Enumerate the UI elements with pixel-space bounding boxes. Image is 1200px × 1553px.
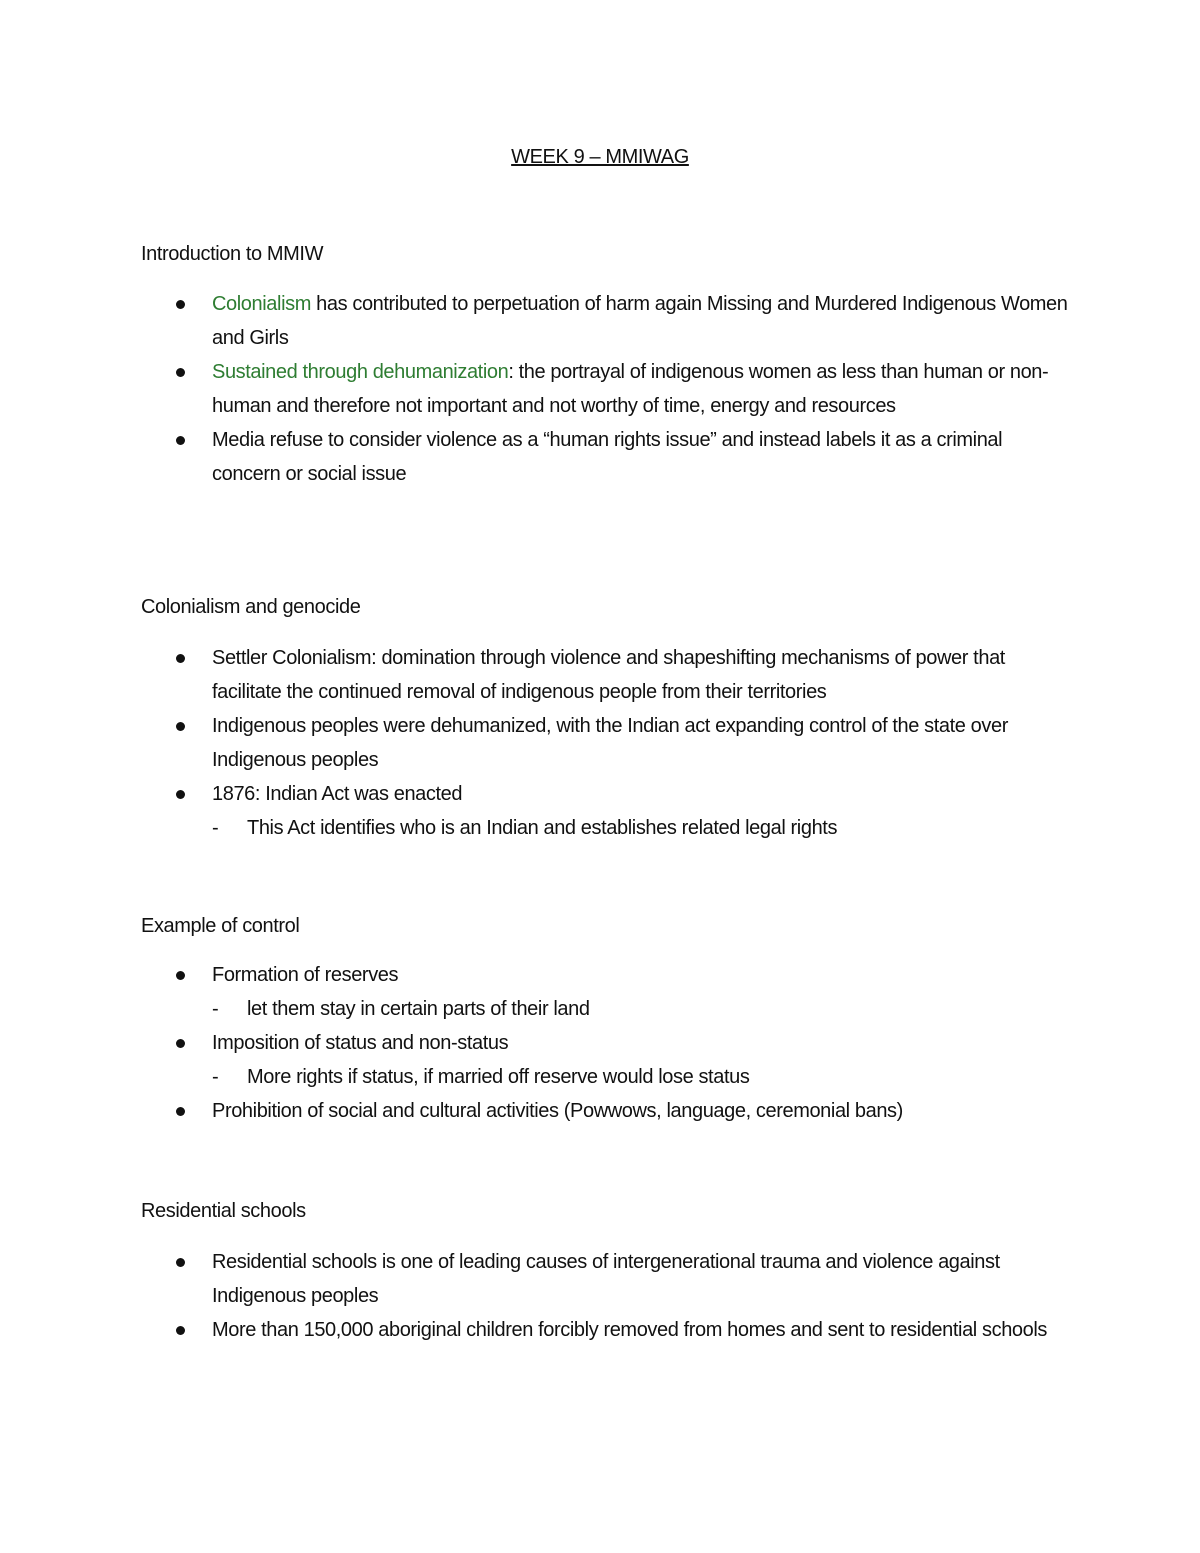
list-item <box>0 958 1072 992</box>
item-text: : the portrayal of indigenous women as less than human or non-human and therefore not important and not worthy of time, energy and resources <box>212 361 1049 417</box>
sub-list-item <box>0 1060 1200 1094</box>
sub-list-item <box>0 992 1200 1026</box>
item-text: Indigenous peoples were dehumanized, with the Indian act expanding control of the state over Indigenous peoples <box>212 715 1008 771</box>
section-heading: Introduction to MMIW <box>141 243 324 265</box>
bullet-list <box>0 1245 1200 1347</box>
highlight-term: Sustained through dehumanization <box>212 361 509 383</box>
dash-marker: - <box>212 998 219 1020</box>
sub-item-text: This Act identifies who is an Indian and establishes related legal rights <box>247 817 838 839</box>
item-text: Imposition of status and non-status <box>212 1032 509 1054</box>
item-text: Settler Colonialism: domination through violence and shapeshifting mechanisms of power that facilitate the continued removal of indigenous people from their territories <box>212 647 1005 703</box>
list-item <box>0 777 1072 811</box>
item-text: 1876: Indian Act was enacted <box>212 783 463 805</box>
bullet-icon <box>176 654 185 663</box>
sub-list-item <box>0 811 1200 845</box>
bullet-icon <box>176 436 185 445</box>
bullet-icon <box>176 1107 185 1116</box>
item-text: Media refuse to consider violence as a “human rights issue” and instead labels it as a criminal concern or social issue <box>212 429 1003 485</box>
list-item <box>0 1313 1072 1347</box>
list-item <box>0 355 1072 423</box>
item-text: More than 150,000 aboriginal children forcibly removed from homes and sent to residential schools <box>212 1319 1048 1341</box>
sub-item-text: let them stay in certain parts of their land <box>247 998 590 1020</box>
list-item <box>0 641 1072 709</box>
bullet-icon <box>176 722 185 731</box>
list-item <box>0 709 1092 777</box>
list-item <box>0 1245 1072 1313</box>
sub-item-text: More rights if status, if married off reserve would lose status <box>247 1066 750 1088</box>
bullet-list <box>0 958 1200 1128</box>
bullet-list <box>0 287 1200 491</box>
section-heading: Colonialism and genocide <box>141 596 361 618</box>
section-heading: Residential schools <box>141 1200 306 1222</box>
highlight-term: Colonialism <box>212 293 311 315</box>
section-heading: Example of control <box>141 915 300 937</box>
list-item <box>0 1094 1072 1128</box>
bullet-icon <box>176 1326 185 1335</box>
dash-marker: - <box>212 1066 219 1088</box>
bullet-icon <box>176 368 185 377</box>
list-item <box>0 1026 1072 1060</box>
list-item <box>0 423 1072 491</box>
dash-marker: - <box>212 817 219 839</box>
item-text: Residential schools is one of leading causes of intergenerational trauma and violence against Indigenous peoples <box>212 1251 1000 1307</box>
item-text: Formation of reserves <box>212 964 399 986</box>
item-text: Prohibition of social and cultural activities (Powwows, language, ceremonial bans) <box>212 1100 903 1122</box>
bullet-icon <box>176 300 185 309</box>
item-text: has contributed to perpetuation of harm again Missing and Murdered Indigenous Women and Girls <box>212 293 1068 349</box>
bullet-list <box>0 641 1200 845</box>
page-title: WEEK 9 – MMIWAG <box>511 146 689 168</box>
bullet-icon <box>176 790 185 799</box>
bullet-icon <box>176 1258 185 1267</box>
list-item <box>0 287 1072 355</box>
bullet-icon <box>176 971 185 980</box>
bullet-icon <box>176 1039 185 1048</box>
